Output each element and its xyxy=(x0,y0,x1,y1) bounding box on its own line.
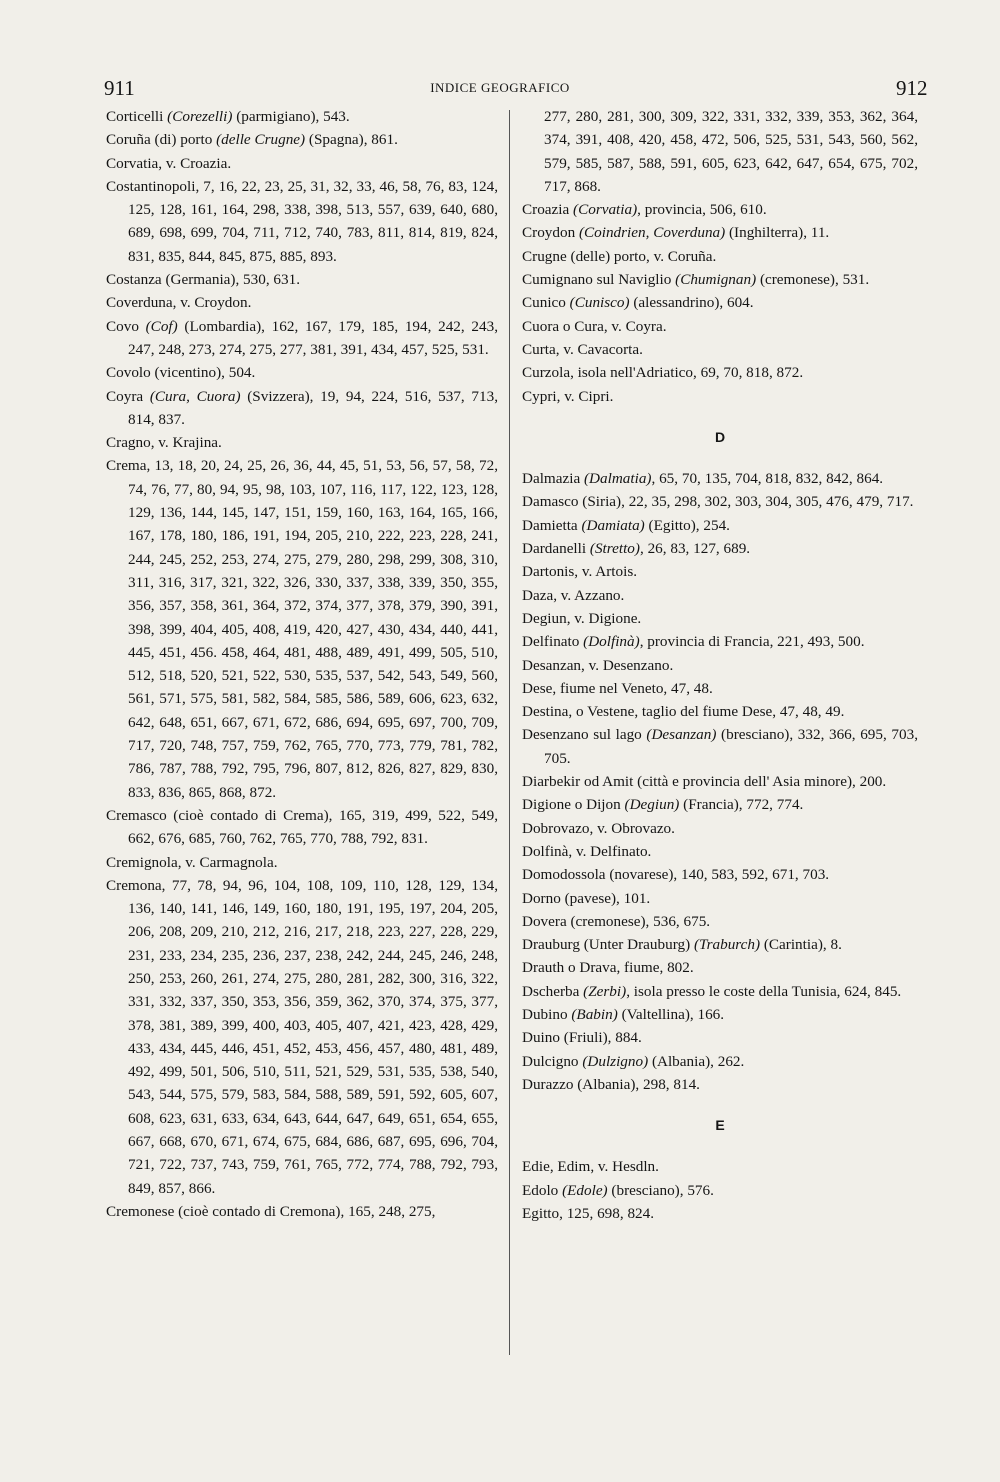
entry-head: Desenzano sul lago xyxy=(522,726,647,744)
entry-head: Cumignano sul Naviglio xyxy=(522,271,676,289)
index-entry xyxy=(522,654,918,677)
entry-text: (Albania), 262. xyxy=(648,1052,745,1070)
entry-variant-name: (Cunisco) xyxy=(569,294,630,312)
entry-head: Cragno, v. Krajina. xyxy=(106,434,222,452)
index-entry xyxy=(522,793,918,816)
entry-variant-name: (Degiun) xyxy=(624,796,680,814)
section-heading-e: E xyxy=(715,1117,725,1134)
entry-head: Dovera (cremonese), 536, 675. xyxy=(522,912,711,930)
entry-head: Duino (Friuli), 884. xyxy=(522,1029,642,1047)
index-entry xyxy=(522,1073,918,1096)
index-entry xyxy=(522,537,918,560)
entry-head: Corvatia, v. Croazia. xyxy=(106,154,232,172)
entry-head: Croazia xyxy=(522,201,574,219)
index-entry xyxy=(522,291,918,314)
index-entry xyxy=(522,105,918,198)
entry-head: Destina, o Vestene, taglio del fiume Dese, 47, 48, 49. xyxy=(522,703,845,721)
index-entry xyxy=(522,490,918,513)
index-entry xyxy=(522,887,918,910)
entry-text: (Inghilterra), 11. xyxy=(725,224,830,242)
index-entry xyxy=(106,1200,498,1223)
entry-head: Damasco (Siria), 22, 35, 298, 302, 303, 304, 305, 476, 479, 717. xyxy=(522,493,914,511)
index-entry xyxy=(106,175,498,268)
index-entry xyxy=(522,198,918,221)
entry-variant-name: (Zerbi) xyxy=(583,982,627,1000)
right-column xyxy=(522,105,918,1225)
entry-variant-name: (Dulzigno) xyxy=(582,1052,649,1070)
entry-head: Daza, v. Azzano. xyxy=(522,586,625,604)
entry-head: Corticelli xyxy=(106,108,168,125)
index-entry xyxy=(522,584,918,607)
entry-text: (bresciano), 576. xyxy=(607,1181,714,1199)
entry-variant-name: (Corvatia) xyxy=(573,201,638,219)
entry-text: (bresciano), 332, 366, 695, 703, 705. xyxy=(544,726,918,767)
entry-variant-name: (Edole) xyxy=(562,1181,608,1199)
entry-variant-name: (Corezelli) xyxy=(167,108,233,125)
entry-variant-name: (Dolfinà) xyxy=(583,633,640,651)
index-entry xyxy=(522,840,918,863)
index-entry xyxy=(106,291,498,314)
entry-text: (Spagna), 861. xyxy=(305,131,398,149)
entry-head: Covolo (vicentino), 504. xyxy=(106,364,256,382)
entry-head: Edie, Edim, v. Hesdln. xyxy=(522,1158,659,1176)
section-d-entries xyxy=(522,467,918,1096)
entry-variant-name: (Stretto) xyxy=(589,540,640,558)
index-entry xyxy=(106,128,498,151)
entry-text: (Egitto), 254. xyxy=(644,516,730,534)
index-entry xyxy=(106,315,498,362)
index-entry xyxy=(522,221,918,244)
index-entry xyxy=(522,910,918,933)
index-entry xyxy=(522,1026,918,1049)
index-entry xyxy=(106,804,498,851)
entry-text: , provincia, 506, 610. xyxy=(637,201,767,219)
entry-text: (Lombardia), 162, 167, 179, 185, 194, 242, 243, 247, 248, 273, 274, 275, 277, 381, 391, 434, 457, 525, 531. xyxy=(128,317,498,358)
entry-text: (alessandrino), 604. xyxy=(629,294,754,312)
entry-head: Diarbekir od Amit (città e provincia dell' Asia minore), 200. xyxy=(522,773,887,791)
index-entry xyxy=(522,677,918,700)
index-entry xyxy=(522,560,918,583)
entry-text: , provincia di Francia, 221, 493, 500. xyxy=(639,633,865,651)
index-entry xyxy=(522,245,918,268)
entry-head: Costanza (Germania), 530, 631. xyxy=(106,271,301,289)
entry-text: (Valtellina), 166. xyxy=(617,1005,725,1023)
entry-head: Drauth o Drava, fiume, 802. xyxy=(522,959,694,977)
index-entry xyxy=(522,1155,918,1178)
entry-head: Dardanelli xyxy=(522,540,590,558)
right-column-top-entries xyxy=(522,105,918,408)
page-header xyxy=(0,72,1000,102)
entry-text: (Carintia), 8. xyxy=(760,936,842,954)
index-entry xyxy=(522,700,918,723)
index-entry xyxy=(522,630,918,653)
entry-head: Crugne (delle) porto, v. Coruña. xyxy=(522,247,717,265)
index-entry xyxy=(522,268,918,291)
running-title: INDICE GEOGRAFICO xyxy=(430,80,570,95)
entry-variant-name: (Cura, Cuora) xyxy=(149,387,241,405)
left-column xyxy=(106,105,498,1223)
index-entry xyxy=(106,361,498,384)
index-entry xyxy=(106,874,498,1200)
entry-variant-name: (Traburch) xyxy=(693,936,761,954)
entry-text: (Svizzera), 19, 94, 224, 516, 537, 713, 814, 837. xyxy=(128,387,499,428)
entry-head: Dulcigno xyxy=(522,1052,583,1070)
entry-head: Egitto, 125, 698, 824. xyxy=(522,1205,655,1223)
entry-variant-name: (Dalmatia) xyxy=(583,470,652,488)
entry-text: (cremonese), 531. xyxy=(756,271,870,289)
index-entry xyxy=(522,723,918,770)
entry-variant-name: (Chumignan) xyxy=(675,271,757,289)
entry-head: Digione o Dijon xyxy=(522,796,625,814)
entry-head: Curta, v. Cavacorta. xyxy=(522,340,643,358)
entry-head: Cypri, v. Cipri. xyxy=(522,387,614,405)
index-entry xyxy=(106,454,498,803)
entry-head: Crema, 13, 18, 20, 24, 25, 26, 36, 44, 45, 51, 53, 56, 57, 58, 72, 74, 76, 77, 80, 94, 95, 98, 103, 107, 116, 117, 122, 123, 128, 129, 136, 144, 145, 147, 151, 159, 160, 163, 164, 165, 166, 167, 178, 180, 186, 191, 194, 205, 210, 222, 223, 228, 241, 244, 245, 252, 253, 274, 275, 279, 280, 298, 299, 308, 310, 311, 316, 317, 321, 322, 326, 330, 337, 338, 339, 350, 355, 356, 357, 358, 361, 364, 372, 374, 377, 378, 379, 390, 391, 398, 399, 404, 405, 408, 419, 420, 427, 430, 434, 440, 441, 445, 451, 456. 458, 464, 481, 488, 489, 491, 499, 505, 510, 512, 518, 520, 521, 522, 530, 535, 537, 542, 543, 549, 560, 561, 571, 575, 581, 582, 584, 585, 586, 589, 606, 623, 632, 642, 648, 651, 667, 671, 672, 686, 694, 695, 697, 700, 709, 717, 720, 748, 757, 759, 762, 765, 770, 773, 779, 781, 782, 786, 787, 788, 792, 795, 796, 807, 812, 826, 827, 829, 830, 833, 836, 865, 868, 872. xyxy=(106,457,498,801)
index-entry xyxy=(522,361,918,384)
entry-variant-name: (Desanzan) xyxy=(646,726,717,744)
entry-head: Covo xyxy=(106,317,146,335)
index-entry xyxy=(522,607,918,630)
entry-head: Cunico xyxy=(522,294,570,312)
index-entry xyxy=(522,514,918,537)
entry-text: , isola presso le coste della Tunisia, 624, 845. xyxy=(626,982,902,1000)
entry-variant-name: (Babin) xyxy=(571,1005,618,1023)
column-divider xyxy=(509,110,510,1355)
index-entry xyxy=(522,817,918,840)
index-entry xyxy=(522,315,918,338)
entry-head: Curzola, isola nell'Adriatico, 69, 70, 818, 872. xyxy=(522,364,804,382)
entry-head: Costantinopoli, 7, 16, 22, 23, 25, 31, 32, 33, 46, 58, 76, 83, 124, 125, 128, 161, 164, 298, 338, 398, 513, 557, 639, 640, 680, 689, 698, 699, 704, 711, 712, 740, 783, 811, 814, 819, 824, 831, 835, 844, 845, 875, 885, 893. xyxy=(106,177,498,265)
index-entry xyxy=(522,1050,918,1073)
index-entry xyxy=(522,863,918,886)
index-entry xyxy=(106,385,498,432)
entry-head: Cremonese (cioè contado di Cremona), 165, 248, 275, xyxy=(106,1202,436,1220)
entry-variant-name: (Coindrien, Coverduna) xyxy=(578,224,726,242)
entry-text: (parmigiano), 543. xyxy=(232,108,350,125)
entry-head: Drauburg (Unter Drauburg) xyxy=(522,936,694,954)
index-entry xyxy=(522,467,918,490)
index-entry xyxy=(522,956,918,979)
index-entry xyxy=(106,152,498,175)
entry-variant-name: (Cof) xyxy=(145,317,178,335)
entry-head: 277, 280, 281, 300, 309, 322, 331, 332, 339, 353, 362, 364, 374, 391, 408, 420, 458, 472, 506, 525, 531, 543, 560, 562, 579, 585, 587, 588, 591, 605, 623, 642, 647, 654, 675, 702, 717, 868. xyxy=(544,108,918,195)
entry-text: , 65, 70, 135, 704, 818, 832, 842, 864. xyxy=(651,470,884,488)
entry-head: Delfinato xyxy=(522,633,584,651)
index-entry xyxy=(522,1179,918,1202)
entry-head: Dobrovazo, v. Obrovazo. xyxy=(522,819,675,837)
entry-head: Dscherba xyxy=(522,982,584,1000)
entry-head: Dubino xyxy=(522,1005,572,1023)
entry-head: Cuora o Cura, v. Coyra. xyxy=(522,317,667,335)
entry-variant-name: (delle Crugne) xyxy=(216,131,306,149)
entry-head: Desanzan, v. Desenzano. xyxy=(522,656,674,674)
entry-head: Cremignola, v. Carmagnola. xyxy=(106,853,278,871)
index-entry xyxy=(522,933,918,956)
index-entry xyxy=(106,431,498,454)
index-entry xyxy=(522,1003,918,1026)
entry-head: Edolo xyxy=(522,1181,563,1199)
entry-head: Domodossola (novarese), 140, 583, 592, 671, 703. xyxy=(522,866,830,884)
entry-head: Dolfinà, v. Delfinato. xyxy=(522,842,652,860)
entry-head: Cremona, 77, 78, 94, 96, 104, 108, 109, 110, 128, 129, 134, 136, 140, 141, 146, 149, 160, 180, 191, 195, 197, 204, 205, 206, 208, 209, 210, 212, 216, 217, 218, 223, 227, 228, 229, 231, 233, 234, 235, 236, 237, 238, 242, 244, 245, 246, 248, 250, 253, 260, 261, 274, 275, 280, 281, 282, 300, 316, 322, 331, 332, 337, 350, 353, 356, 359, 362, 370, 374, 375, 377, 378, 381, 389, 399, 400, 403, 405, 407, 421, 423, 428, 429, 433, 434, 445, 446, 451, 452, 453, 456, 457, 480, 481, 489, 492, 499, 501, 506, 510, 511, 521, 529, 531, 535, 538, 540, 543, 544, 575, 579, 583, 584, 588, 589, 591, 592, 605, 607, 608, 623, 631, 633, 634, 643, 644, 647, 649, 651, 654, 655, 667, 668, 670, 671, 674, 675, 684, 686, 687, 695, 696, 704, 721, 722, 737, 743, 759, 761, 765, 772, 774, 788, 792, 793, 849, 857, 866. xyxy=(106,876,498,1197)
entry-head: Dorno (pavese), 101. xyxy=(522,889,651,907)
entry-head: Dese, fiume nel Veneto, 47, 48. xyxy=(522,679,713,697)
entry-head: Coyra xyxy=(106,387,150,405)
index-entry xyxy=(106,268,498,291)
entry-head: Coruña (di) porto xyxy=(106,131,217,149)
index-entry xyxy=(522,980,918,1003)
entry-variant-name: (Damiata) xyxy=(581,516,645,534)
entry-text: (Francia), 772, 774. xyxy=(679,796,804,814)
entry-head: Croydon xyxy=(522,224,579,242)
entry-head: Dalmazia xyxy=(522,470,584,488)
index-entry xyxy=(522,385,918,408)
entry-head: Dartonis, v. Artois. xyxy=(522,563,638,581)
entry-text: , 26, 83, 127, 689. xyxy=(639,540,751,558)
page-number-left: 911 xyxy=(104,76,135,100)
index-entry xyxy=(522,770,918,793)
index-entry xyxy=(106,105,498,128)
entry-head: Cremasco (cioè contado di Crema), 165, 319, 499, 522, 549, 662, 676, 685, 760, 762, 765, 770, 788, 792, 831. xyxy=(106,806,498,848)
entry-head: Durazzo (Albania), 298, 814. xyxy=(522,1075,700,1093)
page-number-right: 912 xyxy=(896,76,928,100)
index-entry xyxy=(522,1202,918,1225)
entry-head: Damietta xyxy=(522,516,582,534)
section-heading-d: D xyxy=(714,428,726,445)
index-entry xyxy=(106,851,498,874)
section-e-entries xyxy=(522,1155,918,1225)
index-entry xyxy=(522,338,918,361)
entry-head: Degiun, v. Digione. xyxy=(522,609,642,627)
entry-head: Coverduna, v. Croydon. xyxy=(106,294,252,312)
